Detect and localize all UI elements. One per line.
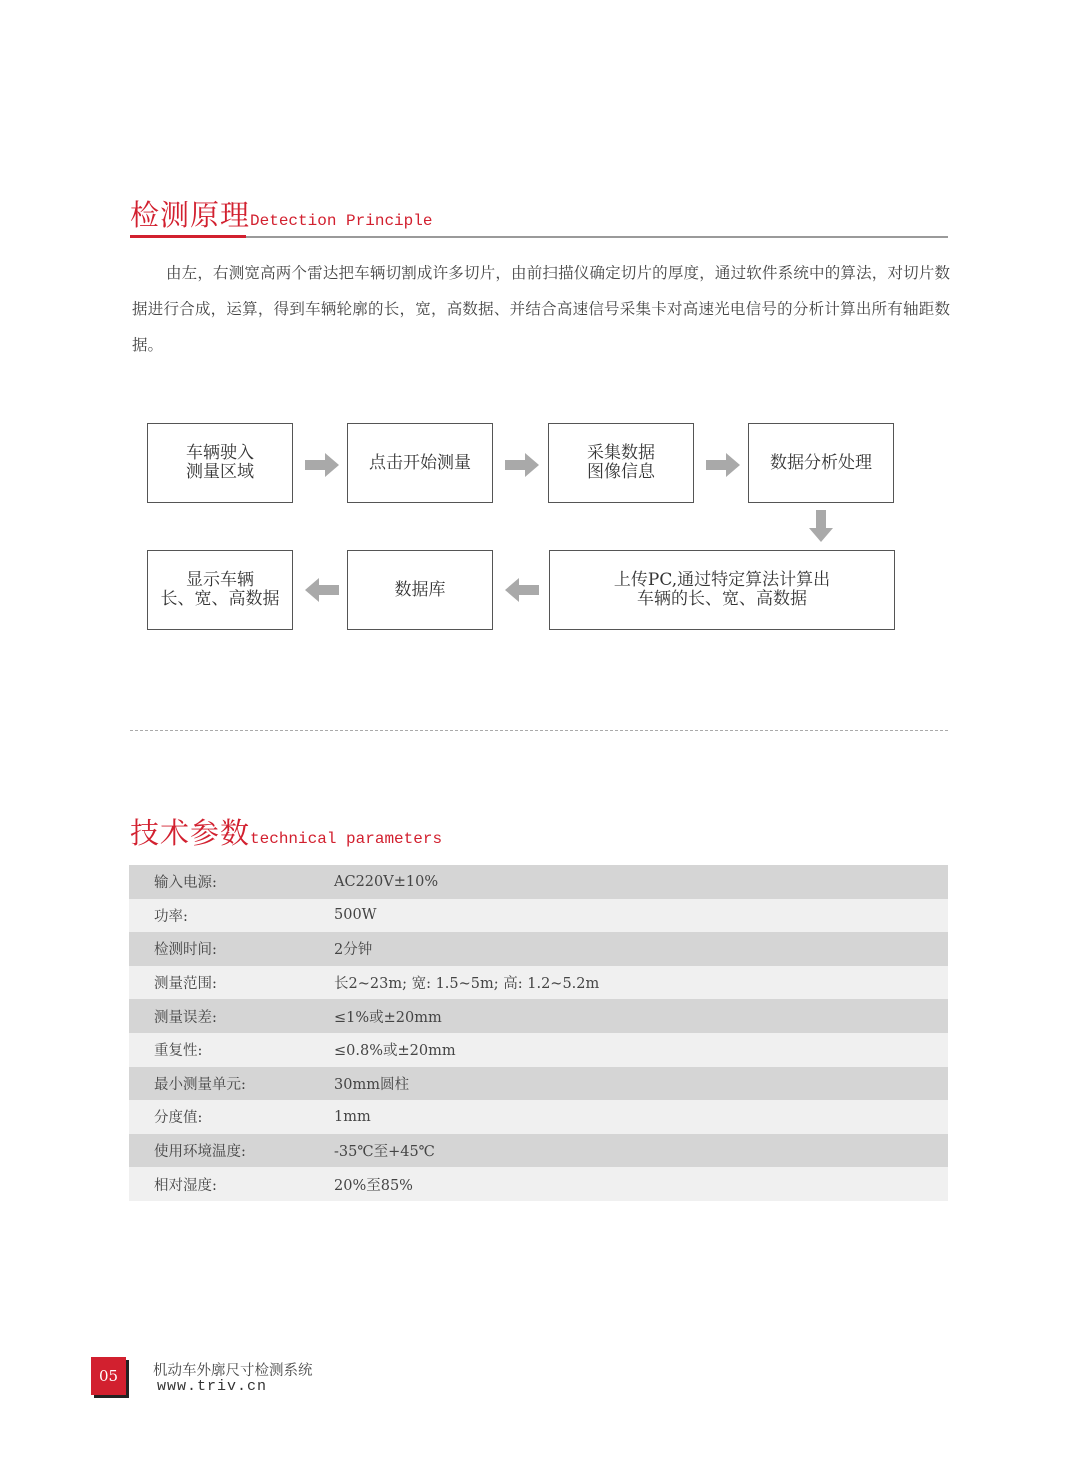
principle-title-cn: 检测原理 — [130, 198, 251, 232]
table-row — [129, 1067, 948, 1101]
flow-step-text: 数据分析处理 — [770, 452, 872, 473]
footer-url[interactable]: www.triv.cn — [157, 1378, 268, 1395]
arrow-left-icon — [305, 578, 339, 602]
flow-step-display-result — [147, 550, 293, 630]
principle-paragraph: 由左，右测宽高两个雷达把车辆切割成许多切片，由前扫描仪确定切片的厚度，通过软件系统中的算法，对切片数据进行合成，运算，得到车辆轮廓的长，宽，高数据、并结合高速信号采集卡对高速光电信号的分析计算出所有轴距数据。 — [132, 264, 950, 354]
param-key: 输入电源: — [154, 875, 217, 892]
param-key: 功率: — [154, 908, 188, 925]
param-value: 30mm圆柱 — [334, 1076, 409, 1093]
table-row — [129, 1100, 948, 1134]
params-title-cn: 技术参数 — [130, 816, 251, 850]
table-row — [129, 932, 948, 966]
arrow-down-icon — [809, 510, 833, 542]
flow-step-text: 采集数据 — [587, 443, 655, 463]
param-key: 测量误差: — [154, 1009, 217, 1026]
params-heading — [130, 811, 442, 852]
arrow-right-icon — [305, 453, 339, 477]
flow-step-text: 点击开始测量 — [369, 452, 471, 473]
arrow-left-icon — [505, 578, 539, 602]
table-row — [129, 865, 948, 899]
heading-underline — [130, 236, 948, 238]
table-row — [129, 1134, 948, 1168]
param-value: ≤1%或±20mm — [334, 1009, 442, 1026]
flow-step-text: 测量区域 — [186, 462, 254, 482]
table-row — [129, 1167, 948, 1201]
table-row — [129, 899, 948, 933]
flow-step-text: 车辆的长、宽、高数据 — [637, 589, 807, 609]
arrow-right-icon — [505, 453, 539, 477]
flow-step-vehicle-enter — [147, 423, 293, 503]
flow-step-text: 长、宽、高数据 — [160, 589, 280, 609]
param-key: 测量范围: — [154, 976, 217, 993]
param-key: 检测时间: — [154, 942, 217, 959]
param-key: 相对湿度: — [154, 1177, 217, 1194]
table-row — [129, 999, 948, 1033]
flow-step-text: 显示车辆 — [186, 570, 254, 590]
flow-step-text: 上传PC,通过特定算法计算出 — [613, 570, 831, 590]
params-table — [129, 865, 948, 1201]
principle-title-en: Detection Principle — [250, 212, 433, 230]
param-key: 分度值: — [154, 1110, 203, 1127]
param-value: 2分钟 — [334, 942, 373, 959]
param-value: 20%至85% — [334, 1177, 413, 1194]
table-row — [129, 1033, 948, 1067]
flow-step-data-analysis — [748, 423, 894, 503]
flow-step-database — [347, 550, 493, 630]
param-key: 使用环境温度: — [154, 1144, 246, 1161]
param-value: 1mm — [334, 1108, 371, 1125]
flow-step-text: 图像信息 — [587, 462, 655, 482]
param-key: 重复性: — [154, 1043, 203, 1060]
param-value: 长2~23m; 宽: 1.5~5m; 高: 1.2~5.2m — [334, 976, 600, 993]
footer-title: 机动车外廓尺寸检测系统 — [153, 1363, 313, 1379]
flow-step-text: 车辆驶入 — [186, 443, 254, 463]
param-value: -35℃至+45℃ — [334, 1144, 435, 1161]
arrow-right-icon — [706, 453, 740, 477]
param-key: 最小测量单元: — [154, 1076, 246, 1093]
page-number-badge: 05 — [91, 1357, 126, 1395]
section-divider — [130, 730, 948, 731]
param-value: AC220V±10% — [334, 873, 439, 890]
params-title-en: technical parameters — [250, 830, 443, 848]
flow-step-start-measure — [347, 423, 493, 503]
flow-step-collect-data — [548, 423, 694, 503]
principle-heading — [130, 193, 432, 234]
heading-accent-underline — [130, 235, 246, 238]
param-value: 500W — [334, 907, 377, 924]
table-row — [129, 966, 948, 1000]
param-value: ≤0.8%或±20mm — [334, 1043, 456, 1060]
flow-step-text: 数据库 — [394, 579, 446, 600]
flow-step-upload-pc — [549, 550, 895, 630]
